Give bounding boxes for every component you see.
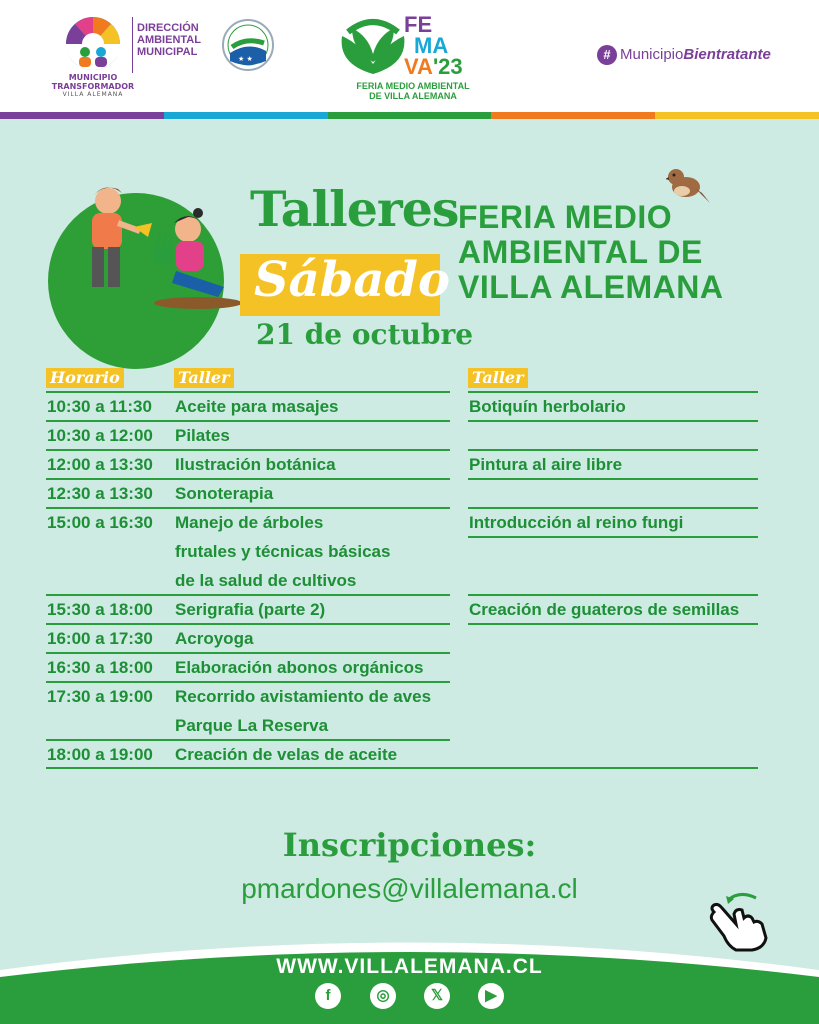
col-taller2-header: Taller <box>468 368 528 388</box>
col-taller-header: Taller <box>174 368 234 388</box>
talleres-title: Talleres <box>250 180 459 238</box>
facebook-icon[interactable]: f <box>315 983 341 1009</box>
right-taller: Introducción al reino fungi <box>469 513 684 532</box>
table-line <box>468 478 758 480</box>
row-horario: 10:30 a 11:30 <box>47 397 152 416</box>
feria-line-3: VILLA ALEMANA <box>458 269 724 305</box>
svg-text:★ ★: ★ ★ <box>238 55 253 63</box>
hashtag-municipio-bientratante <box>597 45 771 65</box>
femava-year: '23 <box>432 54 463 79</box>
table-line <box>468 391 758 393</box>
row-taller: Acroyoga <box>175 629 254 648</box>
table-line <box>468 536 758 538</box>
row-horario: 15:00 a 16:30 <box>47 513 153 532</box>
kids-gardening-illustration <box>48 193 224 369</box>
right-taller: Pintura al aire libre <box>469 455 623 474</box>
femava-logo <box>338 14 488 104</box>
row-horario: 12:30 a 13:30 <box>47 484 153 503</box>
row-taller: Aceite para masajes <box>175 397 339 416</box>
row-taller-line-2: Parque La Reserva <box>175 716 329 735</box>
row-taller-line-3: de la salud de cultivos <box>175 571 357 590</box>
stripe-segment-yellow <box>655 112 819 119</box>
table-line <box>46 681 450 683</box>
table-line <box>46 478 450 480</box>
row-taller: Sonoterapia <box>175 484 274 503</box>
row-taller-line-2: frutales y técnicas básicas <box>175 542 391 561</box>
direccion-ambiental-label <box>137 22 201 58</box>
row-horario: 17:30 a 19:00 <box>47 687 153 706</box>
row-horario: 16:30 a 18:00 <box>47 658 153 677</box>
table-line <box>468 594 758 596</box>
right-taller: Creación de guateros de semillas <box>469 600 740 619</box>
row-horario: 18:00 a 19:00 <box>47 745 153 764</box>
femava-va: VA <box>404 54 433 79</box>
table-line <box>46 652 450 654</box>
table-line <box>46 623 450 625</box>
hashtag-icon: # <box>597 45 617 65</box>
row-horario: 15:30 a 18:00 <box>47 600 153 619</box>
row-taller: Elaboración abonos orgánicos <box>175 658 424 677</box>
feria-title <box>458 200 723 305</box>
row-horario: 16:00 a 17:30 <box>47 629 153 648</box>
femava-fe: FE <box>404 12 433 37</box>
stripe-segment-purple <box>0 112 164 119</box>
table-line <box>46 594 450 596</box>
femava-subtitle-1: FERIA MEDIO AMBIENTAL <box>356 81 470 91</box>
feria-line-1: FERIA MEDIO <box>458 199 673 235</box>
table-line <box>46 767 758 769</box>
stripe-segment-orange <box>491 112 655 119</box>
femava-subtitle-2: DE VILLA ALEMANA <box>369 91 457 101</box>
table-line <box>46 449 450 451</box>
sabado-label: Sábado <box>254 252 451 308</box>
table-line <box>46 391 450 393</box>
femava-ma: MA <box>414 33 449 58</box>
bird-icon <box>666 163 710 209</box>
feria-line-2: AMBIENTAL DE <box>458 234 703 270</box>
website-link[interactable]: WWW.VILLALEMANA.CL <box>276 955 543 978</box>
direccion-line-2: AMBIENTAL <box>137 34 201 46</box>
table-line <box>468 507 758 509</box>
table-line <box>468 623 758 625</box>
row-taller: Creación de velas de aceite <box>175 745 398 764</box>
col-horario-header: Horario <box>46 368 124 388</box>
muni-name-2: TRANSFORMADOR <box>51 82 135 91</box>
row-horario: 10:30 a 12:00 <box>47 426 153 445</box>
certificacion-seal-icon <box>222 19 274 71</box>
inscripciones-email-link[interactable]: pmardones@villalemana.cl <box>241 873 578 904</box>
municipio-logo <box>48 14 138 100</box>
muni-name-1: MUNICIPIO <box>68 73 118 82</box>
table-line <box>468 449 758 451</box>
table-line <box>46 507 450 509</box>
instagram-icon[interactable]: ◎ <box>370 983 396 1009</box>
table-line <box>46 739 450 741</box>
right-taller: Botiquín herbolario <box>469 397 626 416</box>
table-line <box>46 420 450 422</box>
row-taller: Manejo de árboles <box>175 513 324 532</box>
sun-logo-icon <box>65 14 121 70</box>
direccion-line-1: DIRECCIÓN <box>137 22 199 34</box>
header-bar <box>0 0 819 112</box>
event-date: 21 de octubre <box>256 318 474 351</box>
leaf-logo-icon <box>338 14 408 76</box>
table-line <box>468 420 758 422</box>
row-taller: Recorrido avistamiento de aves <box>175 687 432 706</box>
hashtag-bold: Bientratante <box>683 45 771 63</box>
muni-city: VILLA ALEMANA <box>62 91 124 98</box>
direccion-line-3: MUNICIPAL <box>137 46 198 58</box>
inscripciones-title: Inscripciones: <box>282 826 537 864</box>
row-taller: Serigrafia (parte 2) <box>175 600 326 619</box>
sabado-banner <box>240 252 451 316</box>
x-icon[interactable]: 𝕏 <box>424 983 450 1009</box>
header-divider <box>132 17 133 73</box>
color-stripe <box>0 112 819 119</box>
stripe-segment-blue <box>164 112 328 119</box>
row-taller: Pilates <box>175 426 230 445</box>
hashtag-normal: Municipio <box>620 45 684 63</box>
row-horario: 12:00 a 13:30 <box>47 455 153 474</box>
youtube-icon[interactable]: ▶ <box>478 983 504 1009</box>
row-taller: Ilustración botánica <box>175 455 336 474</box>
stripe-segment-green <box>328 112 492 119</box>
